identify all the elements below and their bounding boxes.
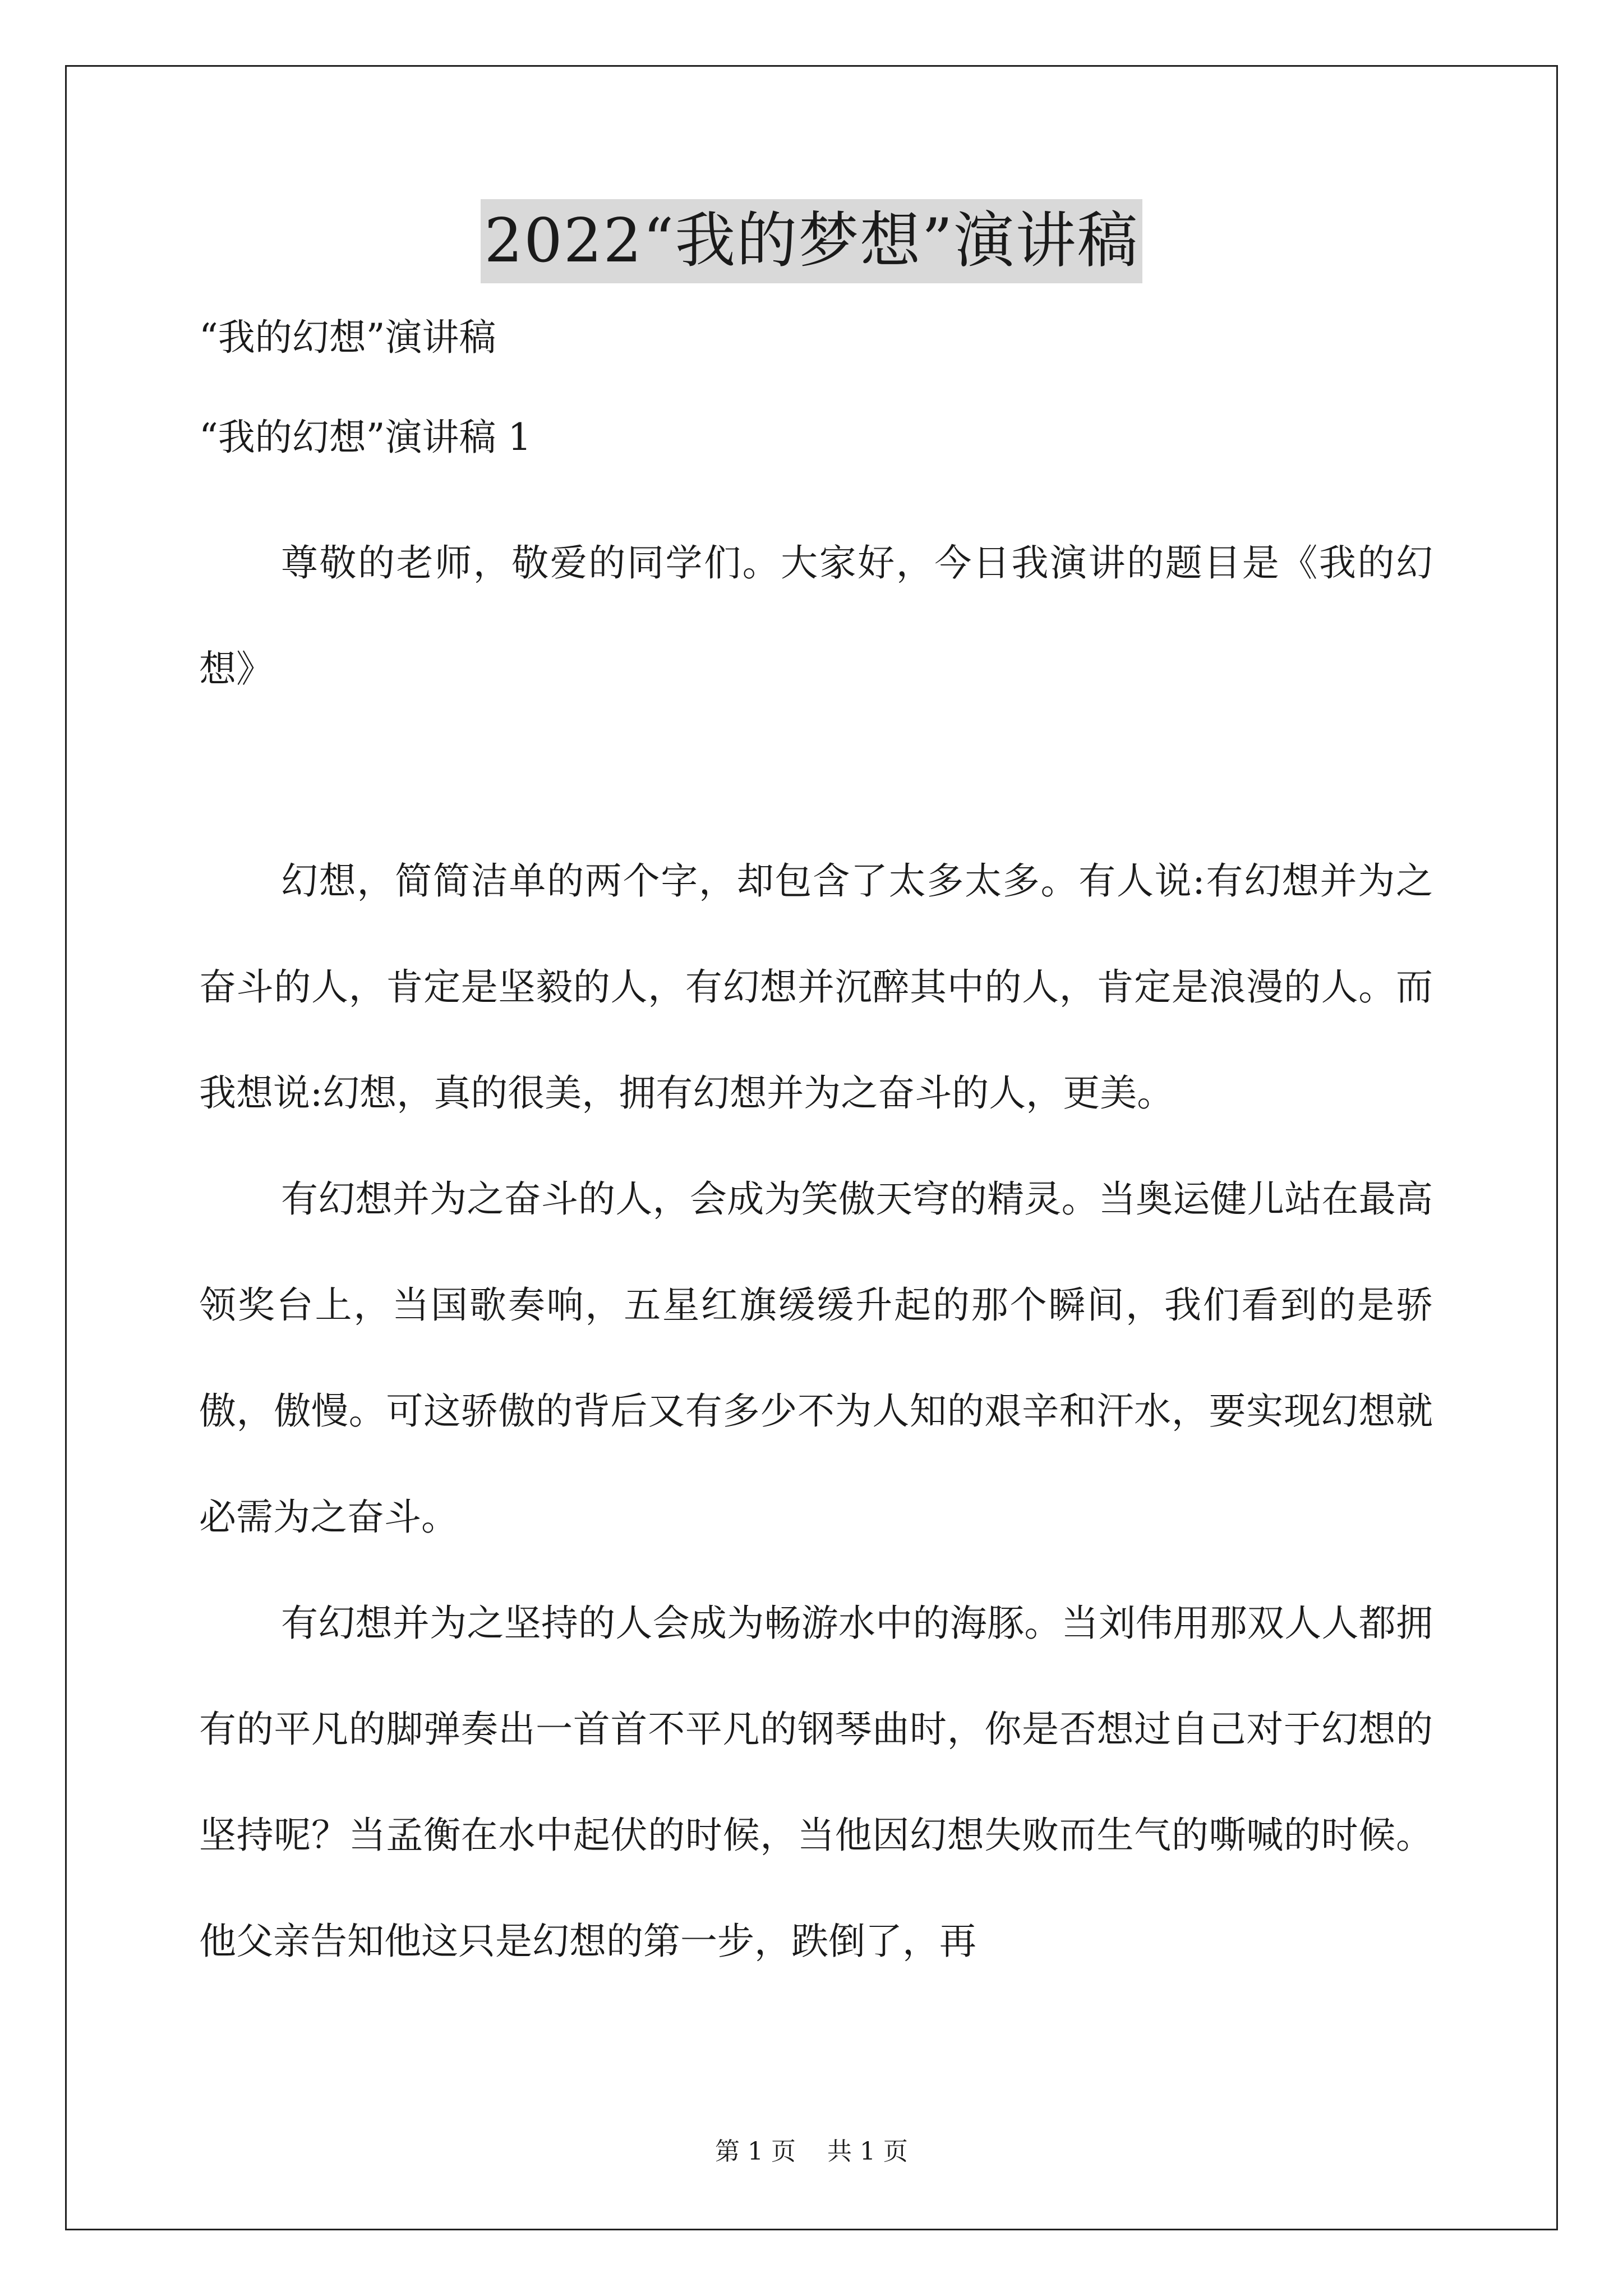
document-title: 2022“我的梦想”演讲稿 [481, 199, 1142, 283]
paragraph-olympic-athletes: 有幻想并为之奋斗的人，会成为笑傲天穹的精灵。当奥运健儿站在最高领奖台上，当国歌奏响，五星红旗缓缓升起的那个瞬间，我们看到的是骄傲，傲慢。可这骄傲的背后又有多少不为人知的艰辛和汗水，要实现幻想就必需为之奋斗。 [199, 1177, 1433, 1539]
paragraph-greeting: 尊敬的老师，敬爱的同学们。大家好，今日我演讲的题目是《我的幻想》 [199, 541, 1433, 691]
section-heading: “我的幻想”演讲稿 1 [199, 416, 532, 459]
blank-line [199, 722, 1433, 828]
paragraph-persistence: 有幻想并为之坚持的人会成为畅游水中的海豚。当刘伟用那双人人都拥有的平凡的脚弹奏出一首首不平凡的钢琴曲时，你是否想过自己对于幻想的坚持呢？当孟衡在水中起伏的时候，当他因幻想失败而生气的嘶喊的时候。他父亲告知他这只是幻想的第一步，跌倒了，再 [199, 1602, 1433, 1963]
document-body [199, 297, 1433, 1994]
subtitle: “我的幻想”演讲稿 [199, 316, 496, 359]
paragraph-dream-meaning: 幻想，简简洁单的两个字，却包含了太多太多。有人说:有幻想并为之奋斗的人，肯定是坚毅的人，有幻想并沉醉其中的人，肯定是浪漫的人。而我想说:幻想，真的很美，拥有幻想并为之奋斗的人，更美。 [199, 859, 1433, 1115]
page-footer: 第 1 页 共 1 页 [715, 2137, 908, 2166]
title-container [0, 199, 1623, 283]
